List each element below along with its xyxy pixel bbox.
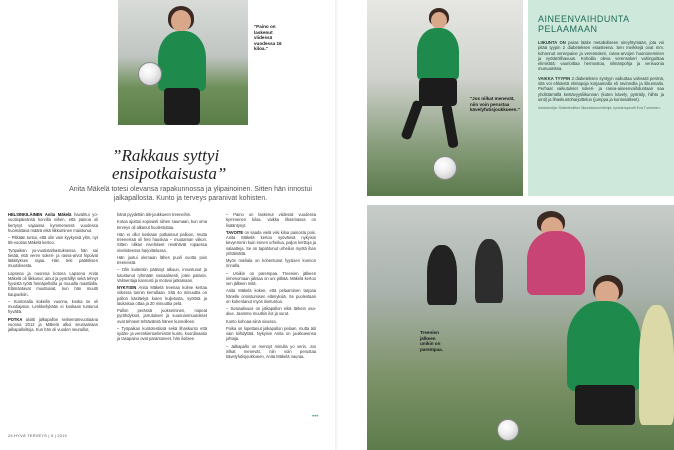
paragraph	[8, 271, 98, 297]
paragraph-text: Anita Mäkelä treenaa kolme kertaa viikossa tunnin kerrallaan. Sitä 4o minuuttia on pallon käsittelyä kuten kuljetusta, syöttöä ja laukaisua ottaa ja 20 minuuttia pelä.	[117, 285, 207, 306]
player-head	[431, 12, 447, 29]
paragraph-text: – Kuntosalia kokeilin vuonna, koska se oli muotiajatus. Lenkkeilykään ei koskaan tuntunut hyvältä.	[8, 298, 98, 315]
paragraph-lead: TAVOITE	[226, 229, 244, 235]
paragraph-text: paras lääke metaboliseen oireyhtymään, jota voi pitää tyypin 2 diabeteksen esiasteena. Sen merkkejä ovat mm. kohonnut verenpaine ja verensokeri, rasva-arvojen huononeminen ja vyötärölihavuus. Kohoilla oleva verensokeri vahingoittaa elimistöä: vaurioittaa hermostoa, silmänpohja ja verisuonia munuaisissa.	[538, 40, 664, 72]
paragraph-text: Poika on lopettanut jalkapallon pelaan, mutta äiti vain kiihdyttää. Nykyisin Anita on joukkueensa johtaja.	[226, 325, 316, 342]
teammate-figure	[475, 239, 503, 303]
paragraph-text: Työpaikan yo-vuotistarkastuksessa hän sai tietää, että veren sokeri- ja rasva-arvot hipoivat lääkityksen rajaa. Hän teki päätöksen muutoksesta.	[8, 247, 98, 269]
paragraph	[226, 306, 316, 317]
paragraph-text: Myös mieliala on kohentunut fyysisen kunnon rinnalla.	[226, 258, 316, 269]
article-headline: ”Rakkaus syttyi ensipotkaisusta”	[112, 146, 227, 183]
paragraph	[226, 212, 316, 228]
paragraph	[117, 326, 207, 342]
paragraph	[117, 308, 207, 324]
paragraph-text: – Olin kuitenkin päässyt alkuun, innostunut ja tutustunut ryhmään sosiaalisesti, joten palasin. Valmentaja kannusti ja motivoi jatkamaan.	[117, 267, 207, 283]
paragraph	[117, 267, 207, 283]
paragraph-text: Lapsena ja nuorena kotona Lapsena Anita Mäkelä oli liikkunut, ainut ja pyöräillyt sekä tehnyt fyysistä työtä heinäpelloilla ja muualla maatilalla. Elämäntavat muuttuivat, kun hän muutti kaupunkiin.	[8, 270, 98, 297]
paragraph	[226, 271, 316, 287]
paragraph	[8, 248, 98, 269]
sidebox-source: Asiantuntija: Diabetesliiton liikuntasuunnittelija, fysioterapeutti Eva Tuominen.	[538, 106, 661, 111]
page-footer: 24 HYVÄ TERVEYS | 5 | 2019	[8, 433, 67, 438]
paragraph-text: Kunto kohoaa siinä sivussa.	[226, 318, 277, 324]
paragraph-lead: NYKYISIN	[117, 285, 137, 290]
paragraph	[8, 299, 98, 315]
teammate-figure	[639, 305, 674, 425]
paragraph-lead: VAIKKA TYYPIN	[538, 75, 571, 81]
player-jersey	[567, 301, 641, 391]
paragraph	[226, 326, 316, 342]
info-sidebox	[528, 0, 674, 196]
player-leg	[400, 99, 423, 140]
photo-caption-quote: "Jos nilkat menevät, niin voin perustaa kävelyfutisjoukkueen."	[470, 96, 520, 113]
paragraph-text: hänä pyydettiin äiti-joukkueen treeneihin.	[117, 212, 192, 217]
body-column-1	[8, 212, 98, 334]
paragraph-text: – Sosiaalisuus on jalkapallon eikä tärkein osa-alue. Jaamme muutkin ilot ja surut.	[226, 306, 316, 317]
paragraph-lead: HELSINKILÄINEN Anita Mäkelä	[8, 212, 72, 217]
player-shorts	[164, 88, 200, 125]
teammate-figure	[427, 245, 457, 305]
player-shorts	[419, 78, 457, 106]
sidebox-paragraph	[538, 40, 664, 72]
paragraph	[226, 344, 316, 360]
paragraph-text: on saada vielä viisi kiloa painosta pois. Anita Mäkelä kertoo syövänsä nykyisin kevyemmin kuin ennen urheilua, paljon kerttoja ja salaatteja. Se on tapahtunut urheilun myötä ihan yrittämättä.	[226, 229, 316, 256]
player-shorts	[575, 385, 635, 425]
pink-bib-player	[527, 231, 585, 295]
paragraph	[8, 317, 98, 333]
player-holding-ball-photo	[118, 0, 248, 125]
paragraph-text: Kotoa ajoittui sopivasti siihen saumaan, kun oma terveys oli alkanut huolestuttaa.	[117, 219, 207, 230]
paragraph-text: – Pitkään tuntui, että olin vain kyykyssä ylös, nyt 55-vuotias Mäkelä kertoo.	[8, 235, 98, 246]
paragraph	[117, 212, 207, 217]
paragraph-text: Hän ei ollut koskaan potkaissut palloon, mutta treeneissä oli heti hauskaa – muutaman viikon. Sitten nilkan nivelsiteet revähtivät ropaessa nivelsiteessa harjoittelussa.	[117, 231, 207, 253]
body-column-2	[117, 212, 207, 344]
paragraph	[226, 319, 316, 324]
paragraph	[8, 212, 98, 233]
paragraph	[226, 258, 316, 269]
paragraph	[226, 230, 316, 256]
paragraph-text: Pallon perässä juokseminen, nopeat pyrähdykset, jarrutukset ja suunnanmuutokset ovat tehneet tehtävänsä hänen kunnolleen.	[117, 308, 207, 324]
paragraph	[226, 288, 316, 304]
paragraph-text: – Paino on laskenut viidessä vuodessa kymmenen kiloa, vaikka lihasmassa on lisääntynyt.	[226, 212, 316, 228]
paragraph	[117, 232, 207, 253]
spine-shadow	[335, 0, 339, 450]
paragraph	[8, 235, 98, 246]
continues-marker: •••	[312, 414, 319, 420]
paragraph-text: Anita Mäkelä kokee, että pelaaminen tarjoaa hänelle onnistumisen elämyksiä. Se puolestaan on kohentanut myös itsetuntoa.	[226, 288, 316, 304]
paragraph-lead: POTKA	[8, 316, 23, 322]
paragraph-text: – Jalkapallo on mennyt minulla yo verin. Jos nilkat menevät, niin voin perustaa kävelyfutisjoukkueen, Anita Mäkelä nauraa.	[226, 343, 316, 359]
paragraph-lead: LIIKUNTA ON	[538, 40, 566, 45]
body-column-3	[226, 212, 316, 361]
paragraph-text: aloitti jalkapallon seitsemänvuotiaana vuonna 2012 ja Mäkelä alkoi seuraamaan jalkapalloiltoja. Kun hän oli vuoden seuraillut,	[8, 316, 98, 332]
paragraph	[117, 219, 207, 230]
player-head	[171, 10, 191, 32]
paragraph-text: havahtui yo-vuotispäivänsä korvilla siihen, että painoa oli kertynyt vajaassa kymmenessä vuodessa huomattava määrä eikä liikkuminen maistunut.	[8, 212, 98, 233]
photo-caption-bottom: Treenien jälkeen unikin on parempaa.	[420, 330, 443, 352]
paragraph	[117, 255, 207, 266]
player-jersey	[158, 31, 206, 91]
player-leg	[441, 103, 458, 148]
paragraph-text: – Työpaikan kuntotestissä sekä lihaskunto että sydän- ja verenkiertoelimistön kunto, koordinaatio ja tasapaino ovat parantuneet, hän iloitsee.	[117, 325, 207, 342]
paragraph-text: 2 diabeteksen syntyyn vaikuttaa vahvasti perimä, sitä voi ehkäistä elintapoja korjaamalla eli ravinnolla ja liikunnalla. Perhaat vaikutukset sokeri- ja rasva-aineenvaihduntaan saa yhdistämällä kestävyysliikunnan (kuten kävely, pyöräily, hiihto ja uinti) ja lihaskuntoharjoittelun (jumppa ja kuntosaliteet).	[538, 75, 664, 102]
football	[433, 156, 457, 180]
photo-caption-quote: "Paino on laskenut viidessä vuodessa 16 kiloa."	[254, 24, 282, 52]
football	[497, 419, 519, 441]
sidebox-paragraph	[538, 76, 664, 102]
football	[138, 62, 162, 86]
sidebox-title: AINEENVAIHDUNTA PELAAMAAN	[538, 14, 630, 34]
article-subhead: Anita Mäkelä totesi olevansa rapakunnossa ja ylipainoinen. Sitten hän innostui jalkapallosta. Kunto ja terveys paranivat kohisten.	[69, 186, 312, 202]
paragraph-text: Hän joutui olemaan lähes puoli vuotta pois treeneistä.	[117, 254, 207, 265]
player-jersey	[417, 28, 459, 80]
paragraph	[117, 285, 207, 306]
paragraph-text: – Uniikin on parempaa. Treenien jälkeen nimenomaan jaksaa on uni pitkää. Mäkelä kertoo sen jälkeen mitä.	[226, 270, 316, 286]
team-training-photo	[367, 205, 674, 450]
